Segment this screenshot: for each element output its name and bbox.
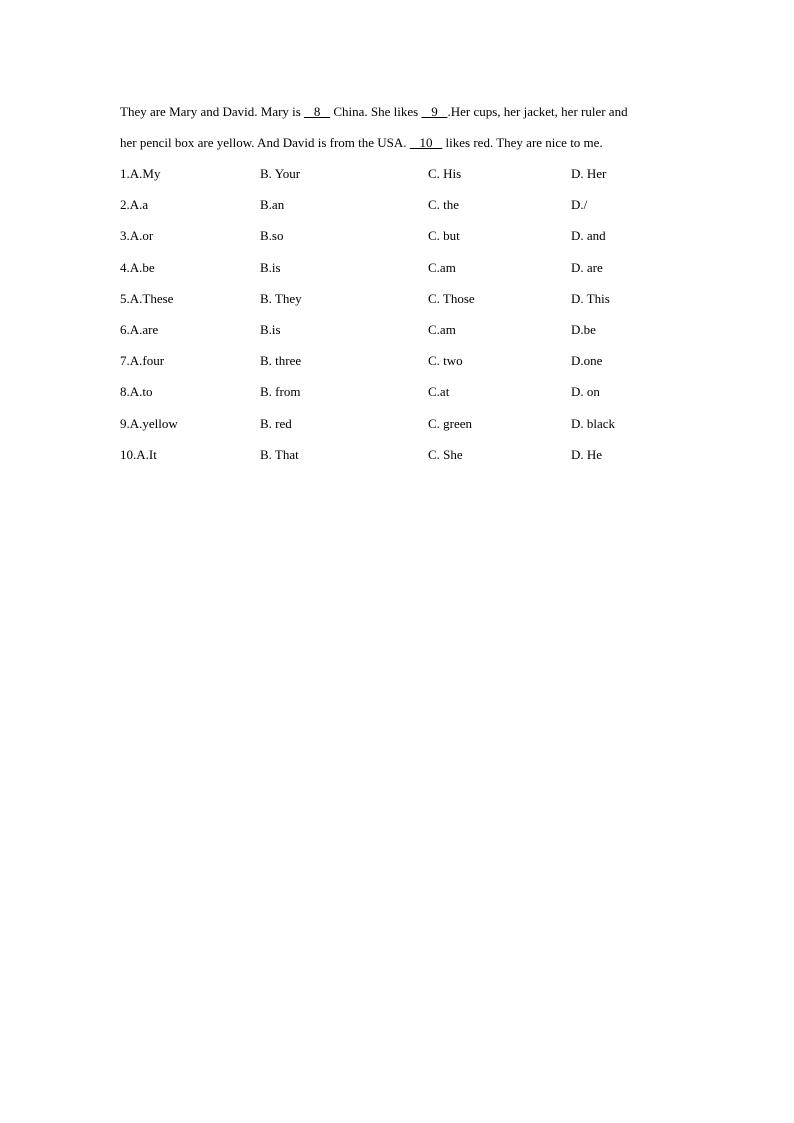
- passage-text: likes red. They are nice to me.: [442, 135, 603, 150]
- option-c: C. green: [428, 415, 473, 431]
- option-b: B.so: [260, 228, 284, 244]
- question-row-8: [120, 380, 690, 411]
- option-c: C.am: [428, 321, 456, 337]
- question-row-7: [120, 349, 690, 380]
- passage-text: China. She likes: [330, 104, 422, 119]
- option-c: C. two: [428, 353, 463, 369]
- passage-text: They are Mary and David. Mary is: [120, 104, 305, 119]
- question-row-3: [120, 224, 690, 255]
- option-c: C. She: [428, 446, 463, 462]
- question-row-9: [120, 412, 690, 443]
- option-c: C.am: [428, 259, 456, 275]
- option-d: D. are: [571, 259, 603, 275]
- option-c: C. the: [428, 197, 460, 213]
- option-b: B.an: [260, 197, 285, 213]
- option-d: D.one: [571, 353, 603, 369]
- option-b: B. Your: [260, 166, 301, 181]
- passage-line-2: [120, 131, 690, 162]
- option-b: B. That: [260, 446, 299, 462]
- option-a: 10.A.It: [120, 446, 157, 462]
- option-d: D. He: [571, 446, 603, 462]
- option-a: 7.A.four: [120, 353, 165, 369]
- option-b: B. three: [260, 353, 302, 369]
- question-row-2: [120, 193, 690, 224]
- option-a: 9.A.yellow: [120, 415, 178, 431]
- cloze-passage: [120, 100, 690, 162]
- option-b: B. They: [260, 290, 302, 306]
- option-a: 3.A.or: [120, 228, 154, 244]
- blank-8: 8: [304, 104, 331, 119]
- question-row-6: [120, 318, 690, 349]
- option-a: 2.A.a: [120, 197, 149, 213]
- option-c: C.at: [428, 384, 450, 400]
- option-d: D. Her: [571, 166, 607, 181]
- question-row-1: [120, 162, 690, 193]
- option-a: 4.A.be: [120, 259, 155, 275]
- blank-10: 10: [409, 135, 443, 150]
- option-a: 6.A.are: [120, 321, 159, 337]
- question-row-4: [120, 256, 690, 287]
- option-d: D. This: [571, 290, 610, 306]
- option-c: C. but: [428, 228, 460, 244]
- answer-options: [120, 162, 690, 474]
- option-a: 1.A.My: [120, 166, 161, 181]
- option-d: D. on: [571, 384, 600, 400]
- option-d: D./: [571, 197, 588, 213]
- option-b: B. from: [260, 384, 301, 400]
- option-c: C. Those: [428, 290, 475, 306]
- question-row-10: [120, 443, 690, 474]
- passage-line-1: [120, 100, 690, 131]
- option-b: B.is: [260, 321, 281, 337]
- option-b: B.is: [260, 259, 281, 275]
- option-c: C. His: [428, 166, 462, 181]
- passage-text: .Her cups, her jacket, her ruler and: [447, 104, 628, 119]
- blank-9: 9: [421, 104, 448, 119]
- option-d: D. and: [571, 228, 606, 244]
- question-row-5: [120, 287, 690, 318]
- option-d: D.be: [571, 321, 596, 337]
- passage-text: her pencil box are yellow. And David is from the USA.: [120, 135, 410, 150]
- option-b: B. red: [260, 415, 292, 431]
- option-a: 5.A.These: [120, 290, 174, 306]
- option-d: D. black: [571, 415, 616, 431]
- option-a: 8.A.to: [120, 384, 153, 400]
